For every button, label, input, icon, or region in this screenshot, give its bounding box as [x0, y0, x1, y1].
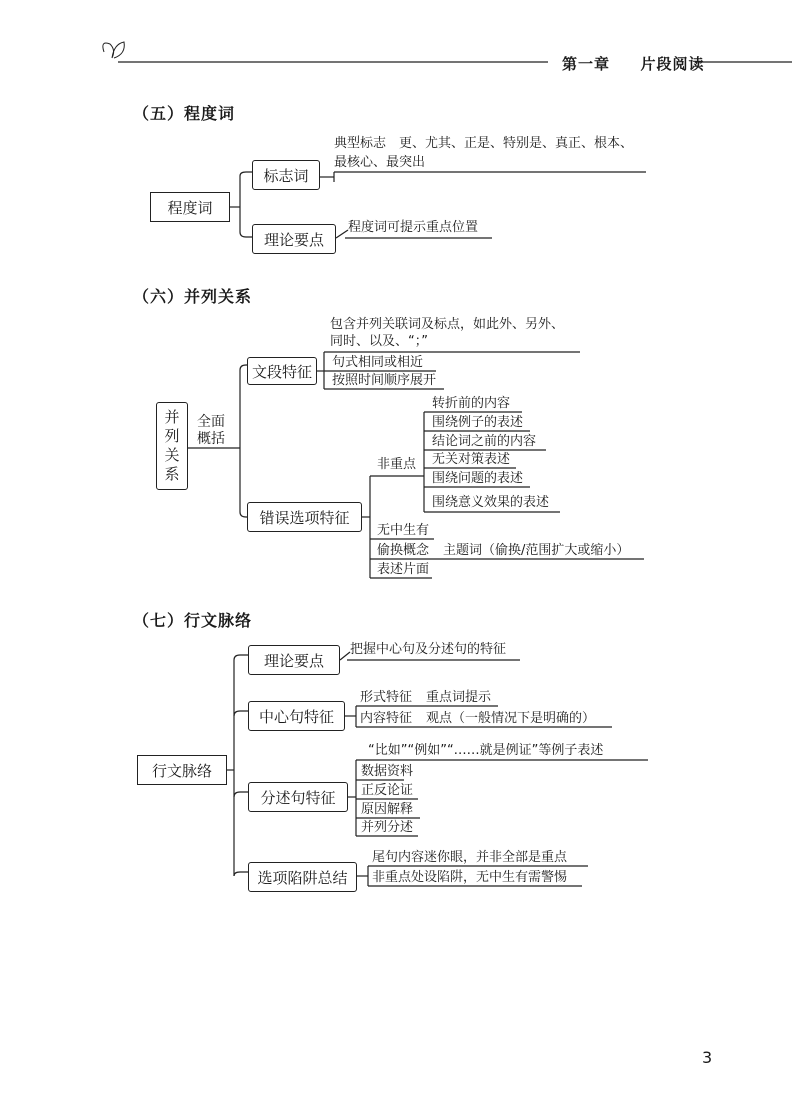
passage-feature-line-1: 包含并列关联词及标点，如此外、另外、: [330, 317, 565, 332]
sub-sentence-item: 正反论证: [361, 783, 414, 798]
marker-words-text-1: 典型标志 更、尤其、正是、特别是、真正、根本、: [334, 136, 634, 151]
option-trap-item: 尾句内容迷你眼，并非全部是重点: [372, 850, 568, 865]
section-heading-parallel: （六）并列关系: [133, 287, 253, 306]
overview-label-2: 概括: [197, 431, 225, 447]
chapter-title: 片段阅读: [640, 55, 705, 73]
central-item-detail: 观点（一般情况下是明确的）: [426, 711, 596, 726]
central-sentence-item: [360, 710, 595, 727]
wrong-option-item: 表述片面: [377, 562, 430, 577]
root-char: 列: [164, 427, 180, 445]
central-item-detail: 重点词提示: [426, 690, 492, 705]
non-key-item: 围绕问题的表述: [432, 471, 524, 486]
overview-label-1: 全面: [197, 414, 225, 430]
central-item-label: 内容特征: [360, 711, 413, 726]
passage-feature-item: 句式相同或相近: [332, 355, 424, 370]
non-key-item: 转折前的内容: [432, 396, 511, 411]
sub-sentence-item: 并列分述: [361, 820, 414, 835]
chapter-label: 第一章: [562, 55, 611, 73]
root-char: 关: [164, 446, 180, 464]
section-heading-degree: （五）程度词: [133, 104, 236, 123]
root-node-parallel: [156, 402, 188, 490]
sub-sentence-item: 原因解释: [361, 802, 414, 817]
root-char: 并: [164, 408, 180, 426]
non-key-item: 围绕意义效果的表述: [432, 495, 550, 510]
node-option-traps: 选项陷阱总结: [248, 862, 357, 892]
root-char: 系: [164, 465, 180, 483]
non-key-label: 非重点: [377, 457, 417, 472]
node-wrong-option-features: 错误选项特征: [247, 502, 362, 532]
wrong-option-item: [377, 542, 629, 559]
node-sub-sentence: 分述句特征: [248, 782, 348, 812]
root-node-degree: 程度词: [150, 192, 230, 222]
page-number: 3: [702, 1048, 713, 1067]
node-theory-points: 理论要点: [252, 224, 336, 254]
wrong-option-label: 偷换概念: [377, 543, 430, 558]
running-header: [562, 53, 705, 74]
section-heading-context: （七）行文脉络: [133, 611, 253, 630]
passage-feature-item: 按照时间顺序展开: [332, 373, 437, 388]
node-marker-words: 标志词: [252, 160, 320, 190]
option-trap-item: 非重点处设陷阱，无中生有需警惕: [372, 870, 568, 885]
node-central-sentence: 中心句特征: [248, 701, 345, 731]
sub-sentence-lead: “比如”“例如”“……就是例证”等例子表述: [368, 743, 604, 758]
root-node-context: 行文脉络: [137, 755, 227, 785]
sub-sentence-item: 数据资料: [361, 764, 414, 779]
passage-feature-line-2: 同时、以及、“；”: [330, 334, 428, 349]
central-item-label: 形式特征: [360, 690, 413, 705]
central-sentence-item: [360, 689, 491, 706]
wrong-option-detail: 主题词（偷换/范围扩大或缩小）: [443, 543, 630, 558]
theory-points-text: 程度词可提示重点位置: [348, 220, 479, 235]
wrong-option-item: 无中生有: [377, 523, 430, 538]
non-key-item: 围绕例子的表述: [432, 415, 524, 430]
node-theory-points: 理论要点: [248, 645, 340, 675]
theory-points-text: 把握中心句及分述句的特征: [350, 642, 507, 657]
non-key-item: 结论词之前的内容: [432, 434, 537, 449]
non-key-item: 无关对策表述: [432, 452, 511, 467]
node-passage-features: 文段特征: [247, 357, 317, 385]
marker-words-text-2: 最核心、最突出: [334, 155, 426, 170]
